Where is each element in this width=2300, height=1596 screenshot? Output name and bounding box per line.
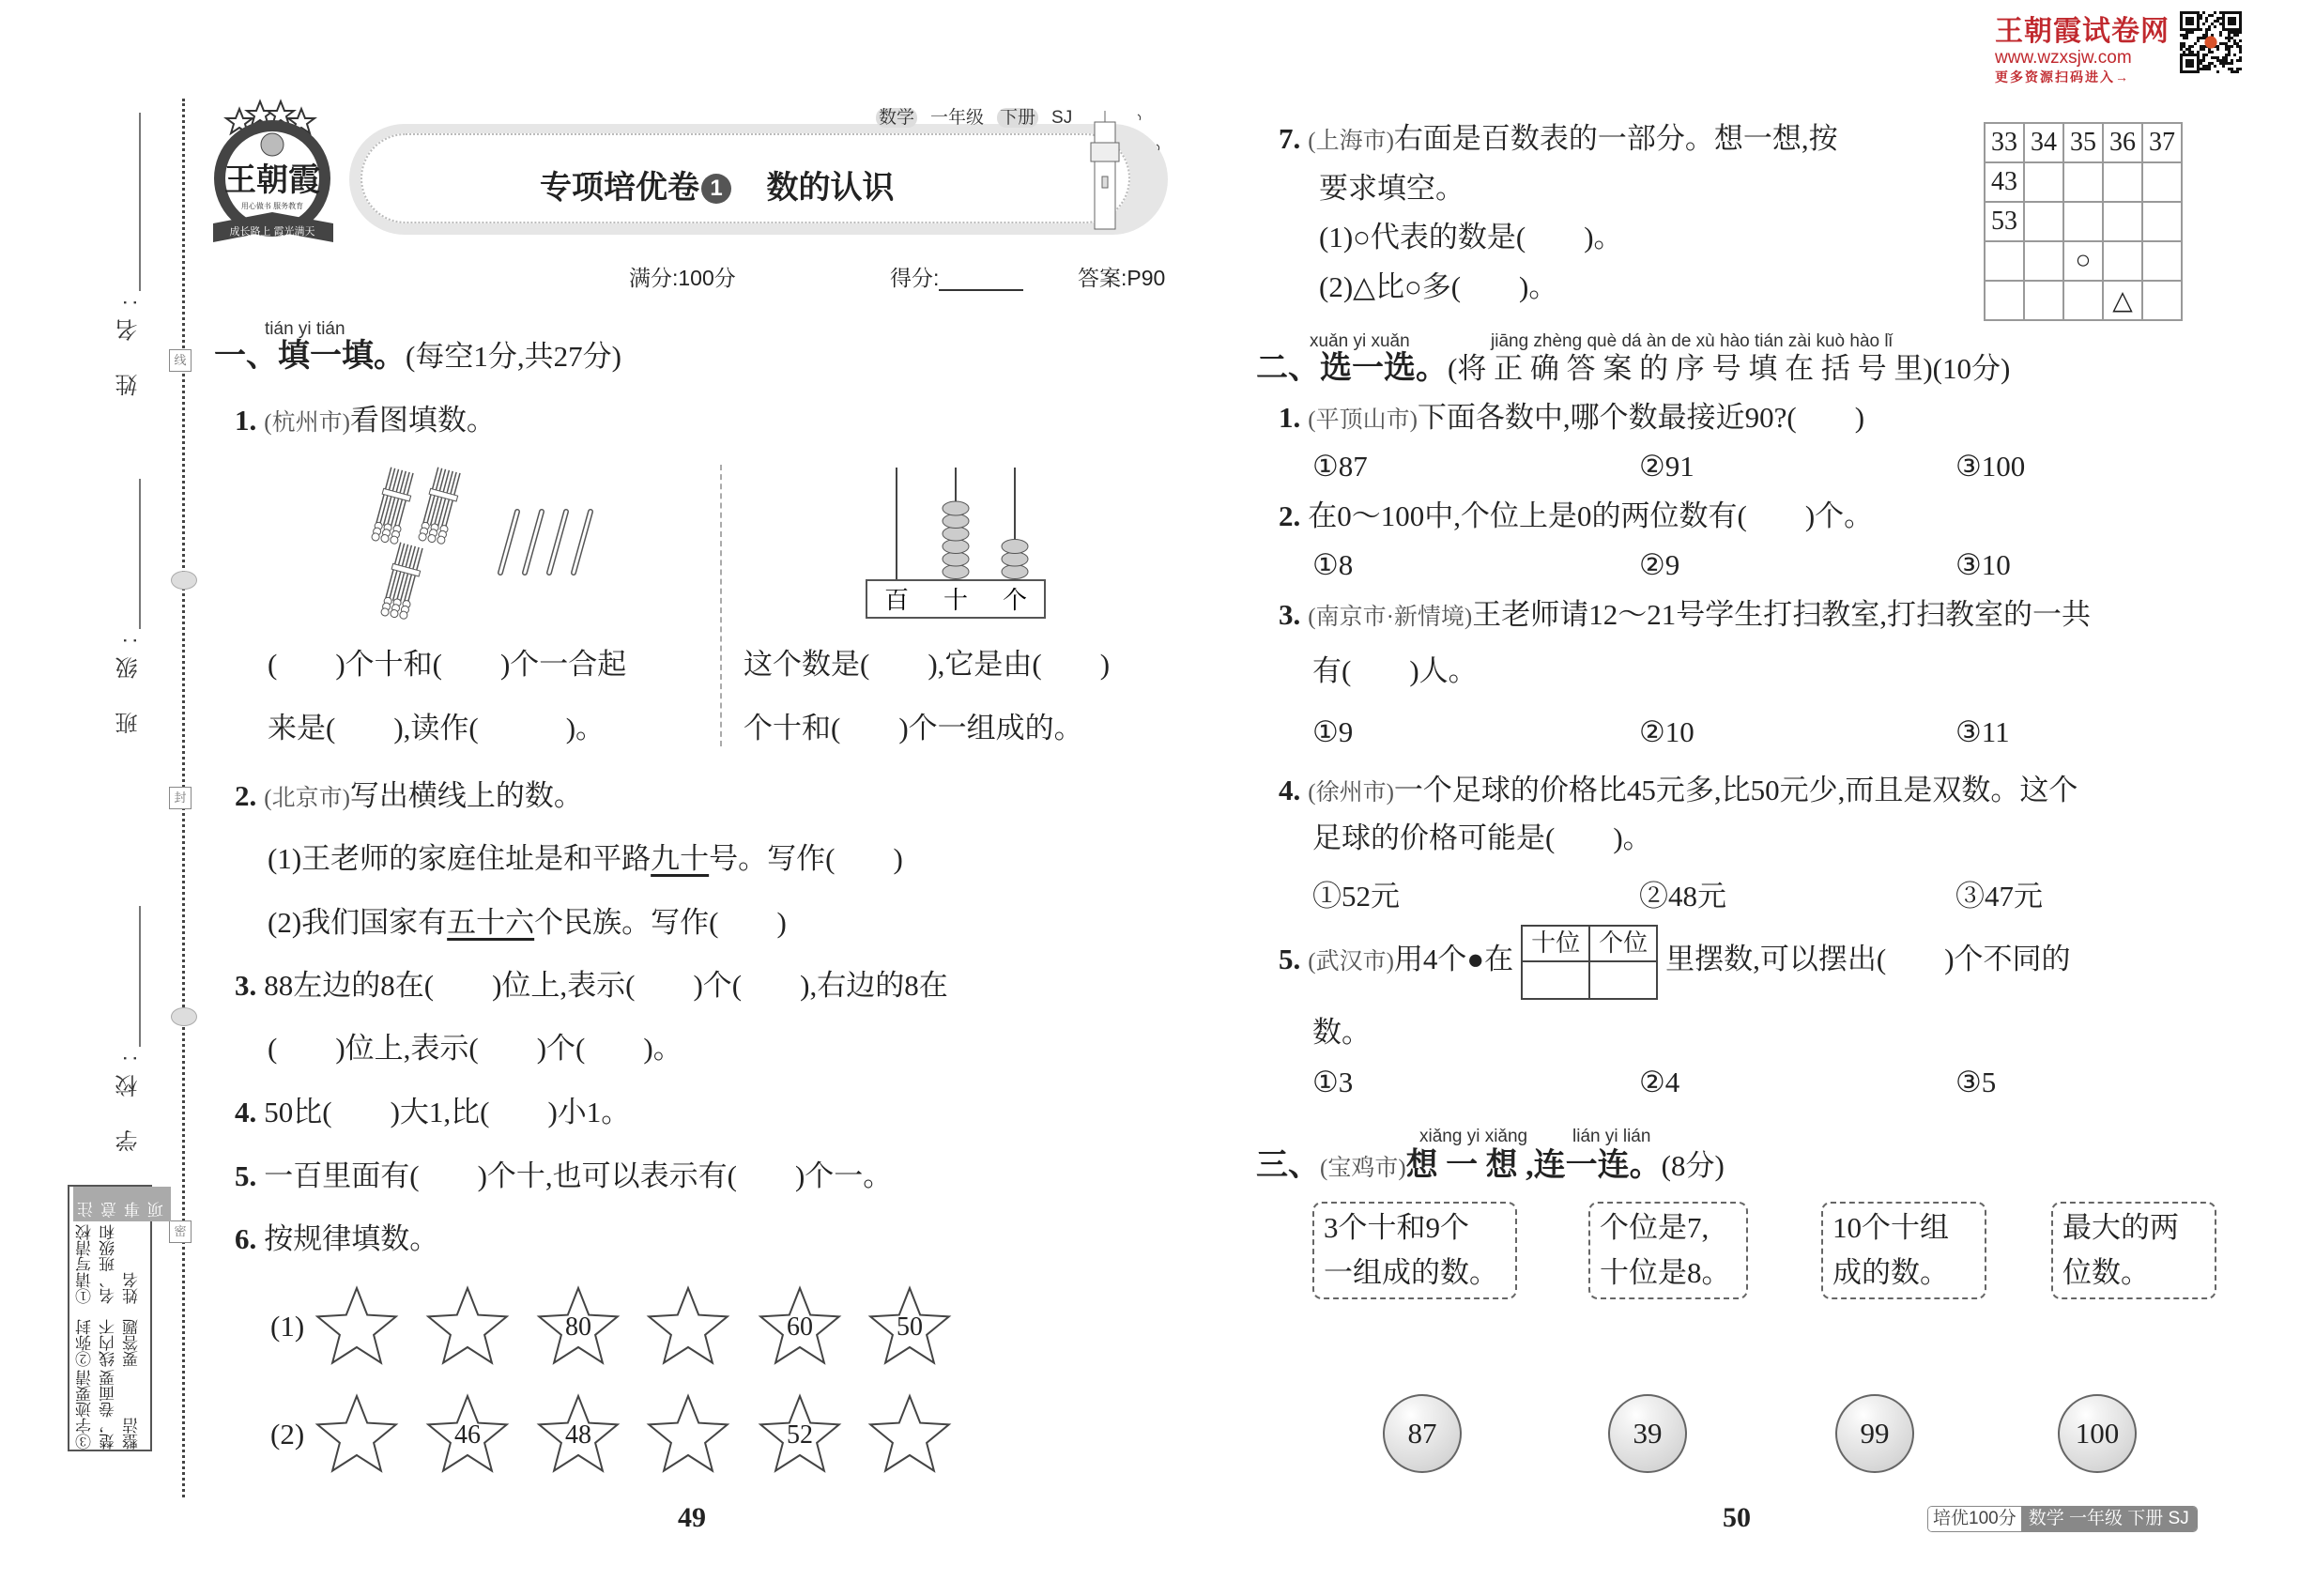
star-cell[interactable] xyxy=(314,1392,399,1477)
answer-option[interactable]: ②4 xyxy=(1639,1066,1680,1098)
grade-tag: 一年级 xyxy=(930,108,985,128)
table-cell xyxy=(2063,162,2103,202)
table-cell xyxy=(2142,281,2182,320)
abacus-label-tens: 十 xyxy=(943,587,969,614)
section3-pinyin-a: xiǎng yi xiǎng xyxy=(1419,1127,1528,1146)
underlined-number: 九十 xyxy=(651,842,710,875)
question-number: 6. xyxy=(235,1222,257,1255)
place-value-box xyxy=(1521,925,1658,1000)
stick-bundle xyxy=(417,467,464,546)
star-cell[interactable] xyxy=(758,1392,842,1477)
q2-sub1-answer: 号。写作( ) xyxy=(709,842,903,875)
answer-option[interactable]: ②10 xyxy=(1639,715,1694,748)
hundred-chart-table xyxy=(1984,122,2183,321)
school-blank-line xyxy=(139,906,141,1047)
match-card[interactable] xyxy=(1588,1202,1748,1299)
site-logo[interactable] xyxy=(1995,8,2173,86)
star-cell[interactable] xyxy=(867,1392,952,1477)
table-cell xyxy=(1985,241,2024,281)
card-text-line: 十位是8。 xyxy=(1600,1256,1731,1289)
match-card[interactable] xyxy=(1821,1202,1986,1299)
question-1 xyxy=(235,404,496,440)
seq2-label: (2) xyxy=(270,1418,305,1450)
question-text: 一个足球的价格比45元多,比50元少,而且是双数。这个 xyxy=(1393,774,2078,806)
knot-icon xyxy=(171,571,197,590)
q2-sub1 xyxy=(268,842,903,876)
answer-option[interactable]: ②91 xyxy=(1639,450,1694,483)
site-url[interactable]: www.wzxsjw.com xyxy=(1995,48,2132,68)
table-cell xyxy=(2142,202,2182,241)
card-text-line: 位数。 xyxy=(2062,1256,2150,1289)
match-card[interactable] xyxy=(2051,1202,2216,1299)
star-icon xyxy=(314,1392,399,1477)
q2-sub1-text: (1)王老师的家庭住址是和平路 xyxy=(268,842,652,875)
question-source: (平顶山市) xyxy=(1308,407,1418,433)
class-blank-line xyxy=(139,479,141,629)
edition-tag: SJ xyxy=(1051,108,1073,128)
underlined-number: 五十六 xyxy=(447,906,535,939)
q7-sub1: (1)○代表的数是( )。 xyxy=(1319,221,1623,253)
card-text-line: 一组成的数。 xyxy=(1324,1256,1498,1289)
match-card[interactable] xyxy=(1312,1202,1517,1299)
footer-brand: 培优100分 xyxy=(1928,1507,2021,1531)
table-cell xyxy=(1985,281,2024,320)
q3-line2: ( )位上,表示( )个( )。 xyxy=(268,1032,682,1065)
table-cell xyxy=(2024,241,2063,281)
answer-reference: 答案:P90 xyxy=(1078,266,1166,290)
table-row xyxy=(1985,281,2182,320)
question-7 xyxy=(1279,122,1838,159)
star-cell[interactable] xyxy=(646,1284,730,1369)
seal-mark-feng: 封 xyxy=(169,787,192,809)
answer-option[interactable]: ③100 xyxy=(1955,450,2026,483)
abacus-bead xyxy=(943,565,969,579)
table-cell xyxy=(2063,281,2103,320)
table-cell: 37 xyxy=(2142,123,2182,162)
logo-ribbon-text: 成长路上 霞光满天 xyxy=(229,226,315,238)
abacus-bead xyxy=(1002,540,1028,554)
footer-info: 数学 一年级 下册 SJ xyxy=(2021,1507,2197,1531)
abacus-bead xyxy=(943,514,969,529)
star-cell[interactable] xyxy=(646,1392,730,1477)
section3-points: (8分) xyxy=(1661,1149,1725,1182)
star-icon xyxy=(425,1284,510,1369)
table-cell xyxy=(2103,162,2142,202)
section3-heading xyxy=(1256,1149,1725,1186)
q2-sub2 xyxy=(268,906,787,940)
section1-title: 一、填一填。 xyxy=(214,339,406,374)
answer-option[interactable]: ①8 xyxy=(1312,548,1354,581)
choice-question-1 xyxy=(1279,401,1864,437)
table-row xyxy=(1985,162,2182,202)
question-5 xyxy=(235,1159,892,1193)
answer-option[interactable]: ③10 xyxy=(1955,548,2011,581)
question-number: 2. xyxy=(235,779,257,812)
card-text-line: 3个十和9个 xyxy=(1324,1211,1469,1244)
page-title xyxy=(540,161,894,207)
site-name: 王朝霞试卷网 xyxy=(1995,16,2170,47)
table-cell xyxy=(2142,241,2182,281)
q2-sub2-text: (2)我们国家有 xyxy=(268,906,448,939)
stick-bundle xyxy=(379,542,426,620)
abacus-label-ones: 个 xyxy=(1002,587,1028,614)
question-text: 右面是百数表的一部分。想一想,按 xyxy=(1393,122,1838,155)
footer-badge xyxy=(1927,1506,2198,1532)
question-text: 一百里面有( )个十,也可以表示有( )个一。 xyxy=(264,1159,893,1192)
question-text: 按规律填数。 xyxy=(264,1222,439,1255)
choice-question-3 xyxy=(1279,598,2091,635)
answer-option[interactable]: ③11 xyxy=(1955,715,2010,748)
page-number-right: 50 xyxy=(1723,1502,1751,1533)
section2-note: (将 正 确 答 案 的 序 号 填 在 括 号 里) xyxy=(1448,352,1933,385)
star-icon xyxy=(314,1284,399,1369)
q7-line2: 要求填空。 xyxy=(1319,172,1464,205)
section1-heading xyxy=(214,340,621,374)
question-text: 用4个●在 xyxy=(1393,943,1514,976)
title-number-badge: 1 xyxy=(701,174,731,204)
number-ball[interactable]: 87 xyxy=(1383,1394,1462,1473)
q1-left-line1: ( )个十和( )个一合起 xyxy=(268,648,627,681)
section2-points: (10分) xyxy=(1932,352,2011,385)
question-text: 看图填数。 xyxy=(349,404,496,437)
figure-divider xyxy=(720,465,722,746)
answer-option[interactable]: ①87 xyxy=(1312,450,1368,483)
abacus-label-hundreds: 百 xyxy=(883,587,910,614)
table-cell xyxy=(2024,281,2063,320)
notice-item: ③字迹要清楚，卷面要整洁 xyxy=(76,1369,141,1450)
table-cell: ○ xyxy=(2063,241,2103,281)
title-text: 专项培优卷 xyxy=(540,170,699,206)
question-text-line2: 数。 xyxy=(1312,1016,1371,1049)
question-text: 在0～100中,个位上是0的两位数有( )个。 xyxy=(1308,499,1874,532)
question-number: 1. xyxy=(235,404,257,437)
q7-sub2: (2)△比○多( )。 xyxy=(1319,270,1558,303)
table-cell: △ xyxy=(2103,281,2142,320)
question-2 xyxy=(235,779,583,816)
number-ball[interactable]: 39 xyxy=(1608,1394,1687,1473)
section2-title: 二、选一选。 xyxy=(1256,351,1448,386)
table-cell xyxy=(2103,202,2142,241)
question-source: (北京市) xyxy=(264,786,350,811)
table-cell: 34 xyxy=(2024,123,2063,162)
question-number: 2. xyxy=(1279,499,1301,532)
answer-option[interactable]: ②9 xyxy=(1639,548,1680,581)
abacus-bead xyxy=(943,501,969,515)
page-number-left: 49 xyxy=(678,1502,706,1533)
answer-option[interactable]: ③5 xyxy=(1955,1066,1997,1098)
notice-item: ①请写清校名、班级和姓名 xyxy=(76,1224,141,1305)
logo-brand-text: 王朝霞 xyxy=(224,163,320,198)
answer-option[interactable]: ③47元 xyxy=(1955,880,2043,913)
brand-logo xyxy=(202,92,343,247)
star-icon xyxy=(646,1392,730,1477)
section1-points: (每空1分,共27分) xyxy=(406,340,621,373)
question-number: 5. xyxy=(235,1159,257,1192)
star-number: 50 xyxy=(897,1312,923,1342)
school-label: 学 校: xyxy=(116,1042,142,1153)
full-score: 满分:100分 xyxy=(629,266,736,290)
card-text-line: 10个十组 xyxy=(1832,1211,1949,1244)
question-number: 4. xyxy=(235,1096,257,1128)
q1-left-line2: 来是( ),读作( )。 xyxy=(268,712,606,744)
notice-item: ②弥封线内不要答题 xyxy=(76,1318,141,1367)
choice-question-2 xyxy=(1279,499,1873,533)
card-text-line: 最大的两 xyxy=(2062,1211,2179,1244)
seal-mark-xian: 线 xyxy=(169,349,192,372)
question-source: (杭州市) xyxy=(264,410,350,436)
question-6 xyxy=(235,1222,438,1256)
answer-option[interactable]: ①52元 xyxy=(1312,880,1400,913)
lighthouse-icon xyxy=(1080,103,1173,235)
star-cell[interactable] xyxy=(425,1392,510,1477)
choice-question-4 xyxy=(1279,774,2078,810)
score-label: 得分: xyxy=(890,266,940,290)
abacus-bead xyxy=(943,552,969,566)
question-source: (宝鸡市) xyxy=(1320,1156,1406,1181)
section3-prefix: 三、 xyxy=(1256,1148,1320,1183)
star-number: 48 xyxy=(565,1420,591,1450)
question-text-line2: 有( )人。 xyxy=(1312,654,1478,687)
table-row xyxy=(1985,241,2182,281)
question-source: (南京市·新情境) xyxy=(1308,605,1473,630)
question-text: 写出横线上的数。 xyxy=(349,779,583,812)
abacus-bead xyxy=(1002,565,1028,579)
ones-header: 个位 xyxy=(1589,926,1657,961)
star-cell[interactable] xyxy=(758,1284,842,1369)
section2-pinyin-note: jiāng zhèng què dá àn de xù hào tián zài kuò hào lǐ xyxy=(1491,331,1893,351)
star-cell[interactable] xyxy=(314,1284,399,1369)
section1-pinyin: tián yi tián xyxy=(265,319,345,339)
question-3 xyxy=(235,969,948,1003)
question-text-line2: 足球的价格可能是( )。 xyxy=(1312,821,1652,854)
number-ball[interactable]: 99 xyxy=(1835,1394,1914,1473)
table-cell: 36 xyxy=(2103,123,2142,162)
star-icon xyxy=(646,1284,730,1369)
star-cell[interactable] xyxy=(536,1392,621,1477)
subtitle-text: 数的认识 xyxy=(766,170,895,206)
knot-icon xyxy=(171,1007,197,1026)
site-hint: 更多资源扫码进入→ xyxy=(1995,69,2130,84)
star-cell[interactable] xyxy=(867,1284,952,1369)
question-number: 3. xyxy=(235,969,257,1002)
question-number: 1. xyxy=(1279,401,1301,434)
star-number: 60 xyxy=(787,1312,813,1342)
volume-tag: 下册 xyxy=(997,108,1038,128)
answer-option[interactable]: ②48元 xyxy=(1639,880,1726,913)
notice-box xyxy=(68,1185,166,1451)
question-source: (徐州市) xyxy=(1308,780,1394,806)
name-label: 姓 名: xyxy=(116,286,142,397)
table-cell xyxy=(2024,162,2063,202)
star-cell[interactable] xyxy=(536,1284,621,1369)
tens-cell xyxy=(1522,961,1589,999)
score-field[interactable] xyxy=(890,261,1023,295)
qr-code-icon[interactable] xyxy=(2180,11,2242,73)
abacus-bead xyxy=(1002,552,1028,566)
star-number: 52 xyxy=(787,1420,813,1450)
question-text: 88左边的8在( )位上,表示( )个( ),右边的8在 xyxy=(264,969,948,1002)
answer-option[interactable]: ①3 xyxy=(1312,1066,1354,1098)
card-text-line: 个位是7, xyxy=(1600,1211,1710,1244)
stick-bundles-figure xyxy=(361,460,606,620)
question-number: 5. xyxy=(1279,943,1301,976)
question-text: 王老师请12～21号学生打扫教室,打扫教室的一共 xyxy=(1472,598,2091,631)
table-cell: 43 xyxy=(1985,162,2024,202)
tens-header: 十位 xyxy=(1522,926,1589,961)
table-cell xyxy=(2063,202,2103,241)
question-number: 3. xyxy=(1279,598,1301,631)
subject-tag: 数学 xyxy=(876,108,917,128)
answer-option[interactable]: ①9 xyxy=(1312,715,1354,748)
notice-title: 注意事项 xyxy=(73,1187,171,1221)
star-cell[interactable] xyxy=(425,1284,510,1369)
table-cell xyxy=(2103,241,2142,281)
ones-cell xyxy=(1589,961,1657,999)
section3-title: 想 一 想 ,连一连。 xyxy=(1405,1148,1662,1183)
q1-right-line1: 这个数是( ),它是由( ) xyxy=(744,648,1111,681)
table-cell: 35 xyxy=(2063,123,2103,162)
seal-mark-mi: 密 xyxy=(169,1220,192,1243)
question-text: 50比( )大1,比( )小1。 xyxy=(264,1096,631,1128)
abacus-bead xyxy=(943,540,969,554)
question-source: (上海市) xyxy=(1308,129,1394,154)
star-number: 46 xyxy=(454,1420,481,1450)
abacus-bead xyxy=(943,527,969,541)
star-icon xyxy=(867,1392,952,1477)
book-tags xyxy=(876,97,1085,135)
table-cell xyxy=(2024,202,2063,241)
table-cell xyxy=(2142,162,2182,202)
logo-motto-text: 用心做书 服务教育 xyxy=(240,202,304,210)
q2-sub2-answer: 个民族。写作( ) xyxy=(534,906,787,939)
table-row xyxy=(1985,202,2182,241)
section2-heading xyxy=(1256,352,2010,386)
question-text: 里摆数,可以摆出( )个不同的 xyxy=(1665,943,2071,976)
card-text-line: 成的数。 xyxy=(1832,1256,1949,1289)
name-blank-line xyxy=(139,113,141,291)
question-number: 4. xyxy=(1279,774,1301,806)
question-text: 下面各数中,哪个数最接近90?( ) xyxy=(1417,401,1865,434)
table-cell: 33 xyxy=(1985,123,2024,162)
star-number: 80 xyxy=(565,1312,591,1342)
question-number: 7. xyxy=(1279,122,1301,155)
seq1-label: (1) xyxy=(270,1310,305,1343)
stick-bundle xyxy=(370,467,417,546)
table-cell: 53 xyxy=(1985,202,2024,241)
section2-pinyin-title: xuǎn yi xuǎn xyxy=(1310,331,1410,351)
q1-right-line2: 个十和( )个一组成的。 xyxy=(744,712,1083,744)
number-ball[interactable]: 100 xyxy=(2058,1394,2137,1473)
class-label: 班 级: xyxy=(116,624,142,735)
choice-question-5 xyxy=(1279,925,2071,1000)
section3-pinyin-b: lián yi lián xyxy=(1572,1127,1651,1146)
question-4 xyxy=(235,1096,630,1129)
abacus-figure xyxy=(850,460,1075,620)
question-source: (武汉市) xyxy=(1308,949,1394,975)
table-row xyxy=(1985,123,2182,162)
